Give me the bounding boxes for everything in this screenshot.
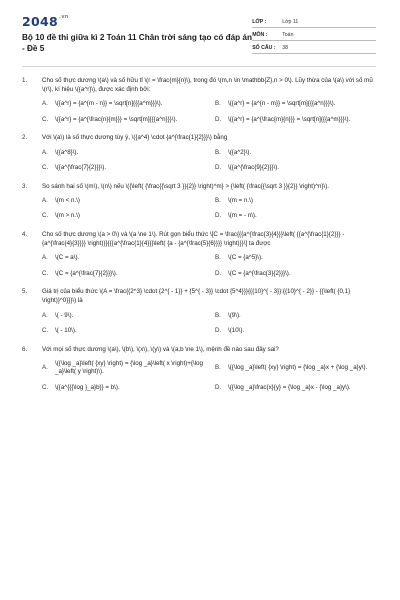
option-text: \({a^2}\). [228,148,252,156]
option-text: \({a^{\frac{7}{2}}}\). [55,164,107,172]
option-a[interactable] [42,100,203,109]
option-a[interactable] [42,254,203,263]
option-text: \({a^{\frac{9}{2}}}\). [228,164,280,172]
option-label: C. [42,212,49,220]
option-label: D. [215,115,222,123]
option-text: \({a^r} = {a^{\frac{n}{m}}} = \sqrt[m]{{{a^n}}}\). [55,115,178,123]
answer-options [22,149,376,173]
meta-value: 38 [282,45,288,51]
option-b[interactable] [215,197,376,206]
option-label: B. [215,254,221,262]
option-label: A. [42,148,48,156]
option-d[interactable] [215,116,376,125]
question-number: 5. [22,288,28,296]
option-text: \({\log _a}\left( {xy} \right) = {\log _a}\left( x \right)+{\log _a}\left( y \right)\). [55,359,203,376]
option-label: A. [42,311,48,319]
option-text: \(C = {a^{\frac{7}{2}}}\). [55,269,118,277]
meta-value: Lớp 11 [282,19,299,25]
option-text: \(C = a\). [55,254,80,262]
option-text: \({\log _a}\frac{x}{y} = {\log _a}x - {\log _a}y\). [228,383,351,391]
option-label: B. [215,364,221,372]
option-label: C. [42,327,49,335]
header-divider [22,66,376,67]
header-left [22,14,252,55]
option-label: C. [42,269,49,277]
option-label: D. [215,327,222,335]
option-text: \(m < n.\) [55,196,80,204]
option-d[interactable] [215,212,376,221]
meta-label: LỚP : [252,19,267,25]
meta-row-count [252,42,376,54]
meta-row-class [252,16,376,28]
option-b[interactable] [215,100,376,109]
option-text: \(C = {a^5}\). [228,254,263,262]
option-a[interactable] [42,197,203,206]
option-b[interactable] [215,254,376,263]
option-text: \({a^r} = {a^{n - m}} = \sqrt[m]{{{a^n}}}\). [228,100,336,108]
question-2 [22,133,376,172]
option-text: \(9\). [228,311,241,319]
option-c[interactable] [42,327,203,336]
question-number: 1. [22,77,28,84]
option-c[interactable] [42,384,203,393]
option-label: B. [215,148,221,156]
option-c[interactable] [42,116,203,125]
option-text: \({a^8}\). [55,148,79,156]
option-a[interactable] [42,360,203,377]
option-a[interactable] [42,312,203,321]
option-label: C. [42,383,49,391]
header [22,14,376,55]
question-list [22,76,376,392]
question-3 [22,182,376,221]
question-number: 6. [22,345,28,353]
question-number: 4. [22,230,28,238]
question-text: Với mọi số thực dương \(a\), \(b\), \(x\), \(y\) và \(a,b \ne 1\), mệnh đề nào sau đây sai? [42,345,279,353]
answer-options [22,197,376,221]
option-text: \(m > n.\) [55,212,80,220]
option-text: \( - 10\). [55,327,77,335]
answer-options [22,100,376,124]
option-label: B. [215,196,221,204]
question-number: 3. [22,182,28,190]
question-text: Với \(a\) là số thực dương tùy ý, \({a^4} \cdot {a^{\frac{1}{2}}}\) bằng [42,134,228,142]
option-c[interactable] [42,164,203,173]
option-label: D. [215,164,222,172]
option-label: C. [42,164,49,172]
meta-label: MÔN : [252,32,268,38]
option-b[interactable] [215,360,376,377]
site-logo[interactable] [22,14,252,29]
option-text: \({a^r} = {a^{\frac{m}{n}}} = \sqrt[n]{{{a^m}}}\). [228,115,351,123]
answer-options [22,254,376,278]
option-label: D. [215,383,222,391]
option-b[interactable] [215,149,376,158]
question-text: Cho số thực dương \(a\) và số hữu tỉ \(r = \frac{m}{n}\), trong đó \(m,n \in \mathbb{Z},n > 0\). Lũy thừa của \(a\) với số mũ \(r\), kí hiệu \({a^r}\), được xác định bởi: [42,77,373,94]
question-number: 2. [22,134,28,142]
option-d[interactable] [215,270,376,279]
option-d[interactable] [215,384,376,393]
question-1 [22,76,376,124]
option-label: A. [42,364,48,372]
logo-suffix: .vn [59,14,69,20]
option-c[interactable] [42,212,203,221]
meta-row-subject [252,29,376,41]
option-label: A. [42,196,48,204]
option-d[interactable] [215,164,376,173]
question-text: Giá trị của biểu thức \(A = \frac{{2^3} \cdot {2^{ - 1}} + {5^{ - 3}} \cdot {5^4}}}{{{10}^{ - 3}}:{{10}^{ - 2}} - {{\left( {0,1} \right)}^0}}}\) là [42,288,351,305]
option-text: \(10\). [228,327,245,335]
logo-main: 2048 [22,14,58,29]
option-a[interactable] [42,149,203,158]
question-text: So sánh hai số \(m\), \(n\) nếu \({\left( {\frac{{\sqrt 3 }}{2}} \right)^m} > {\left( {\frac{{\sqrt 3 }}{2}} \right)^n}\). [42,182,329,190]
option-text: \( - 9\). [55,311,74,319]
option-b[interactable] [215,312,376,321]
meta-value: Toán [282,32,294,38]
option-text: \({a^{{{\log }_a}b}} = b\). [55,383,120,391]
meta-box [252,14,376,55]
option-label: A. [42,100,48,108]
option-label: A. [42,254,48,262]
option-label: C. [42,115,49,123]
option-text: \({\log _a}\left( {xy} \right) = {\log _a}x + {\log _a}y\). [228,364,368,372]
option-d[interactable] [215,327,376,336]
question-4 [22,230,376,278]
option-text: \({a^r} = {a^{m - n}} = \sqrt[n]{{{a^m}}}\). [55,100,163,108]
option-text: \(m = - n\). [228,212,257,220]
document-title: Bộ 10 đề thi giữa kì 2 Toán 11 Chân trời sáng tạo có đáp án - Đề 5 [22,33,252,53]
option-label: D. [215,269,222,277]
question-text: Cho số thực dương \(a > 0\) và \(a \ne 1\). Rút gọn biểu thức \[C = \frac{{{a^{\frac{3}{4}}}\left( {{a^{\frac{1}{2}}} - {a^{\frac{4}{3}}}} \right)}}{{{a^{\frac{1}{4}}}\left( {a - {a^{\frac{5}{6}}}} \right)}}\] ta được [42,230,345,248]
option-text: \(m = n.\) [228,196,253,204]
option-text: \(C = {a^{\frac{3}{2}}}\). [228,269,291,277]
answer-options [22,312,376,336]
meta-label: SỐ CÂU : [252,45,276,51]
option-label: D. [215,212,222,220]
option-c[interactable] [42,270,203,279]
option-label: B. [215,311,221,319]
question-6 [22,345,376,393]
option-label: B. [215,100,221,108]
question-5 [22,287,376,335]
answer-options [22,360,376,393]
